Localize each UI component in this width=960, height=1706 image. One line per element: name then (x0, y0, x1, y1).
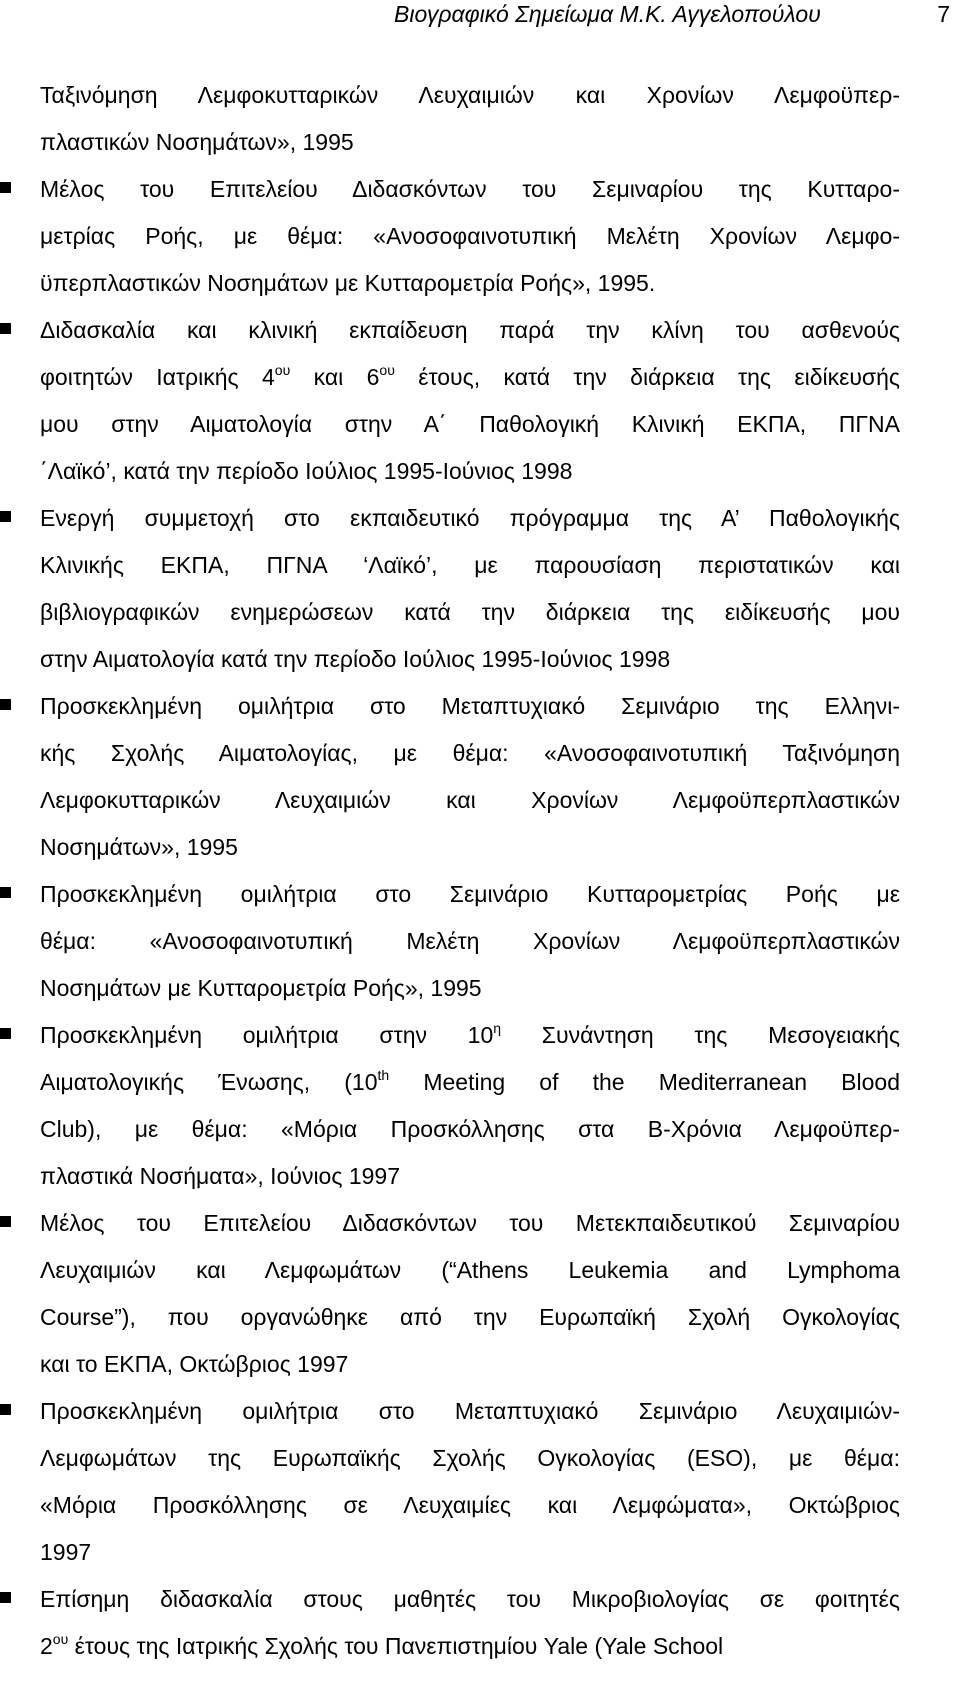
text-line (40, 1529, 900, 1576)
text-segment: 2 (40, 1633, 53, 1659)
text-segment: μου στην Αιματολογία στην Α΄ Παθολογική Κλινική ΕΚΠΑ, ΠΓΝΑ (40, 411, 900, 437)
superscript: th (377, 1067, 390, 1083)
text-segment: στην Αιματολογία κατά την περίοδο Ιούλιος 1995-Ιούνιος 1998 (40, 646, 671, 672)
bullet-item (40, 871, 900, 1012)
bullet-item (40, 1200, 900, 1388)
square-bullet-icon (0, 1216, 11, 1227)
text-segment: Προσκεκλημένη ομιλήτρια στο Μεταπτυχιακό Σεμινάριο της Ελληνι- (40, 693, 900, 719)
text-segment: Λεμφοκυτταρικών Λευχαιμιών και Χρονίων Λεμφοϋπερπλαστικών (40, 787, 900, 813)
text-line (40, 1012, 900, 1059)
text-line (40, 307, 900, 354)
text-segment: Λεμφωμάτων της Ευρωπαϊκής Σχολής Ογκολογίας (ESO), με θέμα: (40, 1445, 900, 1471)
text-segment: Club), με θέμα: «Μόρια Προσκόλλησης στα Β-Χρόνια Λεμφοϋπερ- (40, 1116, 900, 1142)
text-segment: Συνάντηση της Μεσογειακής (501, 1022, 901, 1048)
text-line (40, 589, 900, 636)
text-segment: ΄Λαϊκό’, κατά την περίοδο Ιούλιος 1995-Ιούνιος 1998 (40, 458, 573, 484)
text-line (40, 730, 900, 777)
bullet-item (40, 166, 900, 307)
text-segment: ϋπερπλαστικών Νοσημάτων με Κυτταρομετρία Ροής», 1995. (40, 270, 656, 296)
text-segment: μετρίας Ροής, με θέμα: «Ανοσοφαινοτυπική Μελέτη Χρονίων Λεμφο- (40, 223, 900, 249)
text-segment: φοιτητών Ιατρικής 4 (40, 364, 275, 390)
page-number: 7 (937, 1, 950, 27)
text-line (40, 495, 900, 542)
text-line (40, 1153, 900, 1200)
superscript: ου (274, 362, 291, 378)
text-segment: κής Σχολής Αιματολογίας, με θέμα: «Ανοσοφαινοτυπική Ταξινόμηση (40, 740, 900, 766)
text-line (40, 777, 900, 824)
text-line (40, 1435, 900, 1482)
bullet-item (40, 495, 900, 683)
text-segment: Αιματολογικής Ένωσης, (10 (40, 1069, 378, 1095)
text-line (40, 1059, 900, 1106)
text-segment: Προσκεκλημένη ομιλήτρια στην 10 (40, 1022, 494, 1048)
square-bullet-icon (0, 1028, 11, 1039)
text-line (40, 260, 900, 307)
text-line (40, 1247, 900, 1294)
text-line (40, 213, 900, 260)
text-segment: έτους της Ιατρικής Σχολής του Πανεπιστημίου Yale (Yale School (68, 1633, 724, 1659)
text-segment: Ενεργή συμμετοχή στο εκπαιδευτικό πρόγραμμα της Α’ Παθολογικής (40, 505, 900, 531)
text-line (40, 871, 900, 918)
text-line (40, 1200, 900, 1247)
square-bullet-icon (0, 323, 11, 334)
continuation-paragraph (40, 72, 900, 166)
text-segment: Meeting of the Mediterranean Blood (389, 1069, 900, 1095)
text-segment: Νοσημάτων», 1995 (40, 834, 238, 860)
square-bullet-icon (0, 699, 11, 710)
text-segment: Μέλος του Επιτελείου Διδασκόντων του Μετεκπαιδευτικού Σεμιναρίου (40, 1210, 900, 1236)
superscript: η (493, 1020, 502, 1036)
text-line (40, 918, 900, 965)
bullet-item (40, 307, 900, 495)
text-line (40, 1341, 900, 1388)
text-line (40, 166, 900, 213)
text-line (40, 354, 900, 401)
text-segment: και 6 (290, 364, 380, 390)
text-line (40, 824, 900, 871)
document-body (40, 72, 900, 1670)
text-segment: Διδασκαλία και κλινική εκπαίδευση παρά την κλίνη του ασθενούς (40, 317, 900, 343)
text-line (40, 542, 900, 589)
bullet-item (40, 1012, 900, 1200)
square-bullet-icon (0, 1404, 11, 1415)
text-segment: βιβλιογραφικών ενημερώσεων κατά την διάρκεια της ειδίκευσής μου (40, 599, 900, 625)
text-segment: Νοσημάτων με Κυτταρομετρία Ροής», 1995 (40, 975, 482, 1001)
text-segment: έτους, κατά την διάρκεια της ειδίκευσής (394, 364, 901, 390)
text-segment: 1997 (40, 1539, 92, 1565)
text-line (40, 1294, 900, 1341)
text-line (40, 72, 900, 119)
text-line (40, 119, 900, 166)
text-line (40, 1388, 900, 1435)
page-header (0, 0, 960, 40)
square-bullet-icon (0, 1592, 11, 1603)
text-line (40, 1482, 900, 1529)
text-segment: «Μόρια Προσκόλλησης σε Λευχαιμίες και Λεμφώματα», Οκτώβριος (40, 1492, 900, 1518)
text-segment: Επίσημη διδασκαλία στους μαθητές του Μικροβιολογίας σε φοιτητές (40, 1586, 900, 1612)
text-line (40, 965, 900, 1012)
text-line (40, 448, 900, 495)
superscript: ου (379, 362, 395, 378)
text-line (40, 683, 900, 730)
superscript: ου (52, 1631, 69, 1647)
text-segment: Course”), που οργανώθηκε από την Ευρωπαϊκή Σχολή Ογκολογίας (40, 1304, 900, 1330)
text-segment: Λευχαιμιών και Λεμφωμάτων (“Athens Leukemia and Lymphoma (40, 1257, 900, 1283)
text-segment: Ταξινόμηση Λεμφοκυτταρικών Λευχαιμιών και Χρονίων Λεμφοϋπερ- (40, 82, 900, 108)
bullet-item (40, 1576, 900, 1670)
square-bullet-icon (0, 887, 11, 898)
text-line (40, 1576, 900, 1623)
text-segment: πλαστικά Νοσήματα», Ιούνιος 1997 (40, 1163, 400, 1189)
bullet-item (40, 683, 900, 871)
header-title: Βιογραφικό Σημείωμα Μ.Κ. Αγγελοπούλου (394, 1, 821, 27)
text-segment: Κλινικής ΕΚΠΑ, ΠΓΝΑ ‘Λαϊκό’, με παρουσίαση περιστατικών και (40, 552, 900, 578)
text-segment: Μέλος του Επιτελείου Διδασκόντων του Σεμιναρίου της Κυτταρο- (40, 176, 900, 202)
text-segment: θέμα: «Ανοσοφαινοτυπική Μελέτη Χρονίων Λεμφοϋπερπλαστικών (40, 928, 900, 954)
text-line (40, 636, 900, 683)
text-line (40, 1106, 900, 1153)
text-line (40, 1623, 900, 1670)
text-segment: και το ΕΚΠΑ, Οκτώβριος 1997 (40, 1351, 349, 1377)
text-segment: Προσκεκλημένη ομιλήτρια στο Μεταπτυχιακό Σεμινάριο Λευχαιμιών- (40, 1398, 900, 1424)
bullet-item (40, 1388, 900, 1576)
text-segment: Προσκεκλημένη ομιλήτρια στο Σεμινάριο Κυτταρομετρίας Ροής με (40, 881, 900, 907)
text-segment: πλαστικών Νοσημάτων», 1995 (40, 129, 354, 155)
text-line (40, 401, 900, 448)
square-bullet-icon (0, 511, 11, 522)
square-bullet-icon (0, 182, 11, 193)
